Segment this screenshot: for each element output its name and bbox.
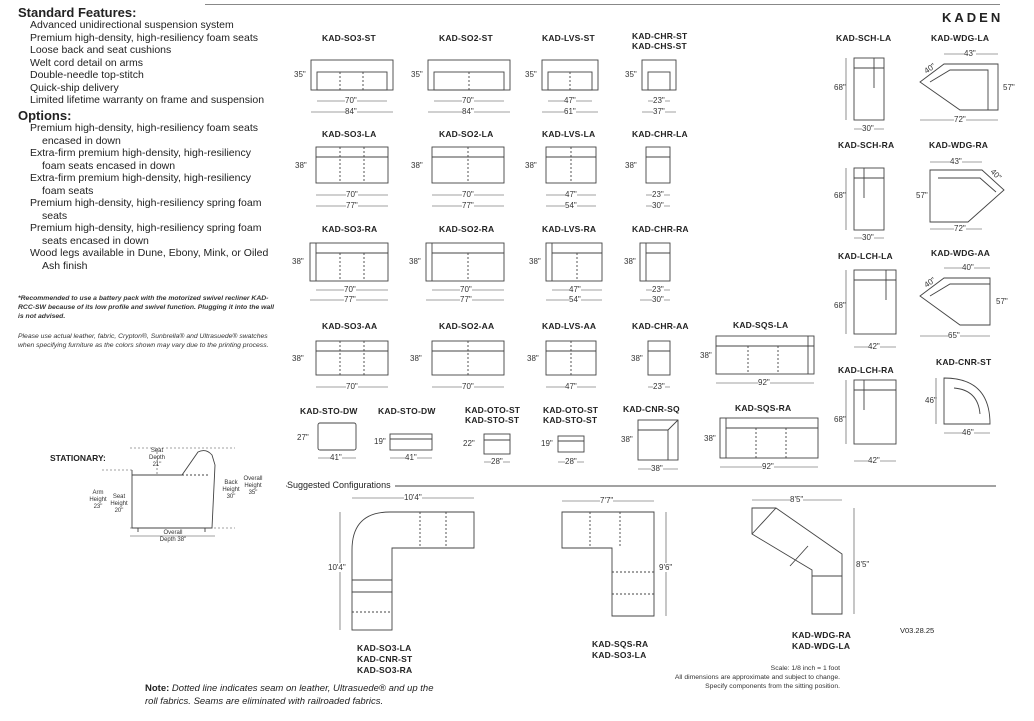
- width-dim: 84": [345, 107, 357, 116]
- piece-label: KAD-CHR-LA: [632, 129, 688, 139]
- piece-label: KAD-SO2-LA: [439, 129, 494, 139]
- width-dim: 30": [652, 201, 664, 210]
- piece-label: KAD-LVS-LA: [542, 129, 596, 139]
- sto-dw-drawing: [318, 423, 356, 450]
- feature-item: Advanced unidirectional suspension system: [30, 19, 234, 31]
- lvs-ra-drawing: [546, 243, 602, 281]
- so3-aa-drawing: [316, 341, 388, 375]
- height-dim: 35": [294, 70, 306, 79]
- piece-label: KAD-OTO-ST: [465, 405, 521, 415]
- height-dim: 19": [374, 437, 386, 446]
- width-dim: 28": [565, 457, 577, 466]
- note-text: Dotted line indicates seam on leather, Ultrasuede® and up the: [171, 683, 434, 694]
- height-dim: 68": [834, 415, 846, 424]
- width-dim: 92": [762, 462, 774, 471]
- so2-st-drawing: [428, 60, 510, 90]
- so2-aa-drawing: [432, 341, 504, 375]
- back-height-label: Back Height 30": [222, 480, 240, 500]
- width-dim: 70": [462, 382, 474, 391]
- lch-la-drawing: [854, 270, 896, 334]
- width-dim: 47": [564, 96, 576, 105]
- height-dim: 38": [621, 435, 633, 444]
- piece-label: KAD-SO2-AA: [439, 321, 495, 331]
- piece-label-2: KAD-STO-ST: [465, 415, 520, 425]
- width-dim: 41": [330, 453, 342, 462]
- height-dim: 35": [525, 70, 537, 79]
- height-dim: 68": [834, 301, 846, 310]
- feature-item: Double-needle top-stitch: [30, 69, 144, 81]
- lvs-aa-drawing: [546, 341, 596, 375]
- chr-la-drawing: [646, 147, 670, 183]
- feature-item: Welt cord detail on arms: [30, 56, 144, 69]
- width-dim: 70": [346, 190, 358, 199]
- chr-ra-drawing: [640, 243, 670, 281]
- option-item: Ash finish: [42, 259, 88, 272]
- version: V03.28.25: [900, 626, 935, 635]
- width-dim: 43": [950, 157, 962, 166]
- piece-label: KAD-CNR-ST: [936, 357, 992, 367]
- height-dim: 38": [631, 354, 643, 363]
- height-dim: 38": [527, 354, 539, 363]
- note-label: Note:: [145, 683, 170, 694]
- width-dim: 42": [868, 342, 880, 351]
- height-dim: 38": [411, 161, 423, 170]
- piece-label: KAD-LVS-AA: [542, 321, 597, 331]
- piece-label: KAD-SQS-LA: [733, 320, 789, 330]
- lvs-st-drawing: [542, 60, 598, 90]
- width-dim: 23": [653, 382, 665, 391]
- height-dim: 57": [996, 297, 1008, 306]
- config-2-label: KAD-SO3-LA: [592, 650, 647, 660]
- piece-label-2: KAD-STO-ST: [543, 415, 598, 425]
- height-dim: 38": [624, 257, 636, 266]
- width-dim: 41": [405, 453, 417, 462]
- width-dim: 77": [346, 201, 358, 210]
- piece-label: KAD-LVS-RA: [542, 224, 597, 234]
- height-dim: 38": [700, 351, 712, 360]
- height-dim: 46": [925, 396, 937, 405]
- config-1-drawing: [352, 512, 474, 630]
- piece-label: KAD-CHR-AA: [632, 321, 689, 331]
- width-dim: 43": [964, 49, 976, 58]
- width-dim: 47": [565, 382, 577, 391]
- piece-label: KAD-CHR-ST: [632, 31, 688, 41]
- piece-label: KAD-LCH-LA: [838, 251, 893, 261]
- option-item: Premium high-density, high-resiliency spring foam: [30, 222, 262, 234]
- option-item: Extra-firm premium high-density, high-resiliency: [30, 147, 251, 159]
- height-dim: 38": [295, 161, 307, 170]
- width-dim: 70": [460, 285, 472, 294]
- so2-la-drawing: [432, 147, 504, 183]
- option-item: seats encased in down: [42, 234, 149, 247]
- seat-height-label: Seat Height 20": [110, 494, 128, 514]
- swatch-note: Please use actual leather, fabric, Crypton®, Sunbrella® and Ultrasuede® swatches when specifying furniture as the colors shown may vary due to the printing process.: [18, 333, 269, 349]
- piece-label: KAD-SO2-ST: [439, 33, 493, 43]
- sqs-ra-drawing: [720, 418, 818, 458]
- option-item: Premium high-density, high-resiliency foam seats: [30, 122, 258, 134]
- width-dim: 61": [564, 107, 576, 116]
- piece-label: KAD-WDG-LA: [931, 33, 990, 43]
- option-item: seats: [42, 209, 68, 222]
- seam-note-line2: roll fabrics. Seams are eliminated with railroaded fabrics.: [145, 696, 384, 707]
- width-dim: 72": [954, 224, 966, 233]
- diag-dim: 40": [988, 167, 1004, 182]
- feature-item: Loose back and seat cushions: [30, 44, 172, 56]
- piece-label: KAD-OTO-ST: [543, 405, 599, 415]
- width-dim: 65": [948, 331, 960, 340]
- width-dim: 70": [462, 190, 474, 199]
- width-dim: 30": [862, 124, 874, 133]
- options-title: Options:: [18, 108, 72, 123]
- width-dim: 72": [954, 115, 966, 124]
- width-dim: 23": [652, 190, 664, 199]
- option-item: Wood legs available in Dune, Ebony, Mink, or Oiled: [30, 247, 269, 259]
- sqs-la-drawing: [716, 336, 814, 374]
- config-2-drawing: [562, 512, 654, 616]
- feature-item: Premium high-density, high-resiliency foam seats: [30, 31, 258, 44]
- option-item: foam seats encased in down: [42, 159, 176, 172]
- piece-label: KAD-STO-DW: [378, 406, 436, 416]
- config-1-label: KAD-CNR-ST: [357, 654, 413, 664]
- so2-ra-drawing: [426, 243, 504, 281]
- height-dim: 38": [529, 257, 541, 266]
- cnr-sq-drawing: [638, 420, 678, 460]
- height-dim: 38": [525, 161, 537, 170]
- stationary-title: STATIONARY:: [50, 453, 106, 463]
- width-dim: 84": [462, 107, 474, 116]
- width-dim: 70": [345, 96, 357, 105]
- option-item: encased in down: [42, 134, 121, 147]
- option-item: Extra-firm premium high-density, high-resiliency: [30, 172, 251, 184]
- piece-label: KAD-STO-DW: [300, 406, 358, 416]
- height-dim: 38": [625, 161, 637, 170]
- sto-st-drawing: [558, 436, 584, 452]
- width-dim: 92": [758, 378, 770, 387]
- cnr-st-drawing: [944, 378, 990, 424]
- width-dim: 40": [962, 263, 974, 272]
- piece-label: KAD-SO3-LA: [322, 129, 377, 139]
- oto-st-drawing: [484, 434, 510, 454]
- width-dim: 70": [462, 96, 474, 105]
- height-dim: 35": [411, 70, 423, 79]
- scale-note: Scale: 1/8 inch = 1 foot: [770, 665, 840, 672]
- overall-height-label: Overall Height 35": [243, 476, 263, 496]
- brand-logo: KADEN: [942, 10, 1004, 25]
- height-dim: 38": [410, 354, 422, 363]
- config-dim: 8'5": [790, 495, 804, 504]
- so3-ra-drawing: [310, 243, 388, 281]
- width-dim: 28": [491, 457, 503, 466]
- config-dim: 9'6": [659, 563, 673, 572]
- height-dim: 38": [292, 354, 304, 363]
- config-1-label: KAD-SO3-LA: [357, 643, 412, 653]
- sto-dw-low-drawing: [390, 434, 432, 450]
- width-dim: 77": [460, 295, 472, 304]
- battery-recommendation: *Recommended to use a battery pack with the motorized swivel recliner KAD-RCC-SW because of its low profile and swivel function. Plugging it into the wall is not advised.: [18, 295, 275, 320]
- config-2-label: KAD-SQS-RA: [592, 639, 649, 649]
- width-dim: 37": [653, 107, 665, 116]
- option-item: foam seats: [42, 184, 94, 197]
- piece-label: KAD-SO3-RA: [322, 224, 378, 234]
- arm-height-label: Arm Height 23": [89, 490, 107, 510]
- height-dim: 68": [834, 83, 846, 92]
- config-3-label: KAD-WDG-RA: [792, 630, 852, 640]
- piece-label: KAD-CNR-SQ: [623, 404, 680, 414]
- piece-label: KAD-WDG-AA: [931, 248, 991, 258]
- config-dim: 7'7": [600, 496, 614, 505]
- height-dim: 68": [834, 191, 846, 200]
- config-dim: 10'4": [404, 493, 422, 502]
- piece-label-2: KAD-CHS-ST: [632, 41, 687, 51]
- seam-note: [145, 682, 433, 695]
- piece-label: KAD-SCH-RA: [838, 140, 895, 150]
- height-dim: 38": [409, 257, 421, 266]
- config-dim: 10'4": [328, 563, 346, 572]
- width-dim: 54": [569, 295, 581, 304]
- width-dim: 23": [652, 285, 664, 294]
- stationary-profile: [132, 451, 215, 528]
- standard-features-title: Standard Features:: [18, 5, 137, 20]
- height-dim: 35": [625, 70, 637, 79]
- feature-item: Quick-ship delivery: [30, 81, 119, 94]
- piece-label: KAD-SCH-LA: [836, 33, 892, 43]
- height-dim: 57": [916, 191, 928, 200]
- piece-label: KAD-WDG-RA: [929, 140, 989, 150]
- overall-depth-label: Overall Depth 38": [159, 530, 187, 543]
- piece-label: KAD-CHR-RA: [632, 224, 689, 234]
- piece-label: KAD-LCH-RA: [838, 365, 894, 375]
- height-dim: 38": [704, 434, 716, 443]
- width-dim: 77": [344, 295, 356, 304]
- sch-la-drawing: [854, 58, 884, 120]
- option-item: Premium high-density, high-resiliency spring foam: [30, 197, 262, 209]
- chr-aa-drawing: [648, 341, 670, 375]
- so3-st-drawing: [311, 60, 393, 90]
- width-dim: 30": [862, 233, 874, 242]
- config-3-drawing: [752, 508, 842, 614]
- config-3-label: KAD-WDG-LA: [792, 641, 851, 651]
- width-dim: 54": [565, 201, 577, 210]
- width-dim: 30": [652, 295, 664, 304]
- lvs-la-drawing: [546, 147, 596, 183]
- suggested-configurations-title: Suggested Configurations: [287, 480, 395, 490]
- height-dim: 27": [297, 433, 309, 442]
- width-dim: 38": [651, 464, 663, 473]
- diag-dim: 40": [922, 275, 938, 290]
- width-dim: 23": [653, 96, 665, 105]
- height-dim: 38": [292, 257, 304, 266]
- feature-item: Limited lifetime warranty on frame and suspension: [30, 94, 265, 106]
- config-1-label: KAD-SO3-RA: [357, 665, 413, 675]
- so3-la-drawing: [316, 147, 388, 183]
- width-dim: 77": [462, 201, 474, 210]
- width-dim: 70": [344, 285, 356, 294]
- height-dim: 57": [1003, 83, 1015, 92]
- piece-label: KAD-SQS-RA: [735, 403, 792, 413]
- height-dim: 19": [541, 439, 553, 448]
- width-dim: 70": [346, 382, 358, 391]
- sch-ra-drawing: [854, 168, 884, 230]
- diag-dim: 40": [922, 61, 938, 76]
- lch-ra-drawing: [854, 380, 896, 444]
- chr-st-drawing: [642, 60, 676, 90]
- seat-depth-label: Seat Depth 21": [148, 448, 165, 468]
- piece-label: KAD-SO3-ST: [322, 33, 376, 43]
- height-dim: 22": [463, 439, 475, 448]
- piece-label: KAD-LVS-ST: [542, 33, 595, 43]
- piece-label: KAD-SO2-RA: [439, 224, 495, 234]
- width-dim: 47": [565, 190, 577, 199]
- config-dim: 8'5": [856, 560, 870, 569]
- piece-label: KAD-SO3-AA: [322, 321, 378, 331]
- width-dim: 46": [962, 428, 974, 437]
- specify-note: Specify components from the sitting position.: [705, 683, 840, 690]
- approx-note: All dimensions are approximate and subject to change.: [674, 674, 840, 681]
- width-dim: 42": [868, 456, 880, 465]
- width-dim: 47": [569, 285, 581, 294]
